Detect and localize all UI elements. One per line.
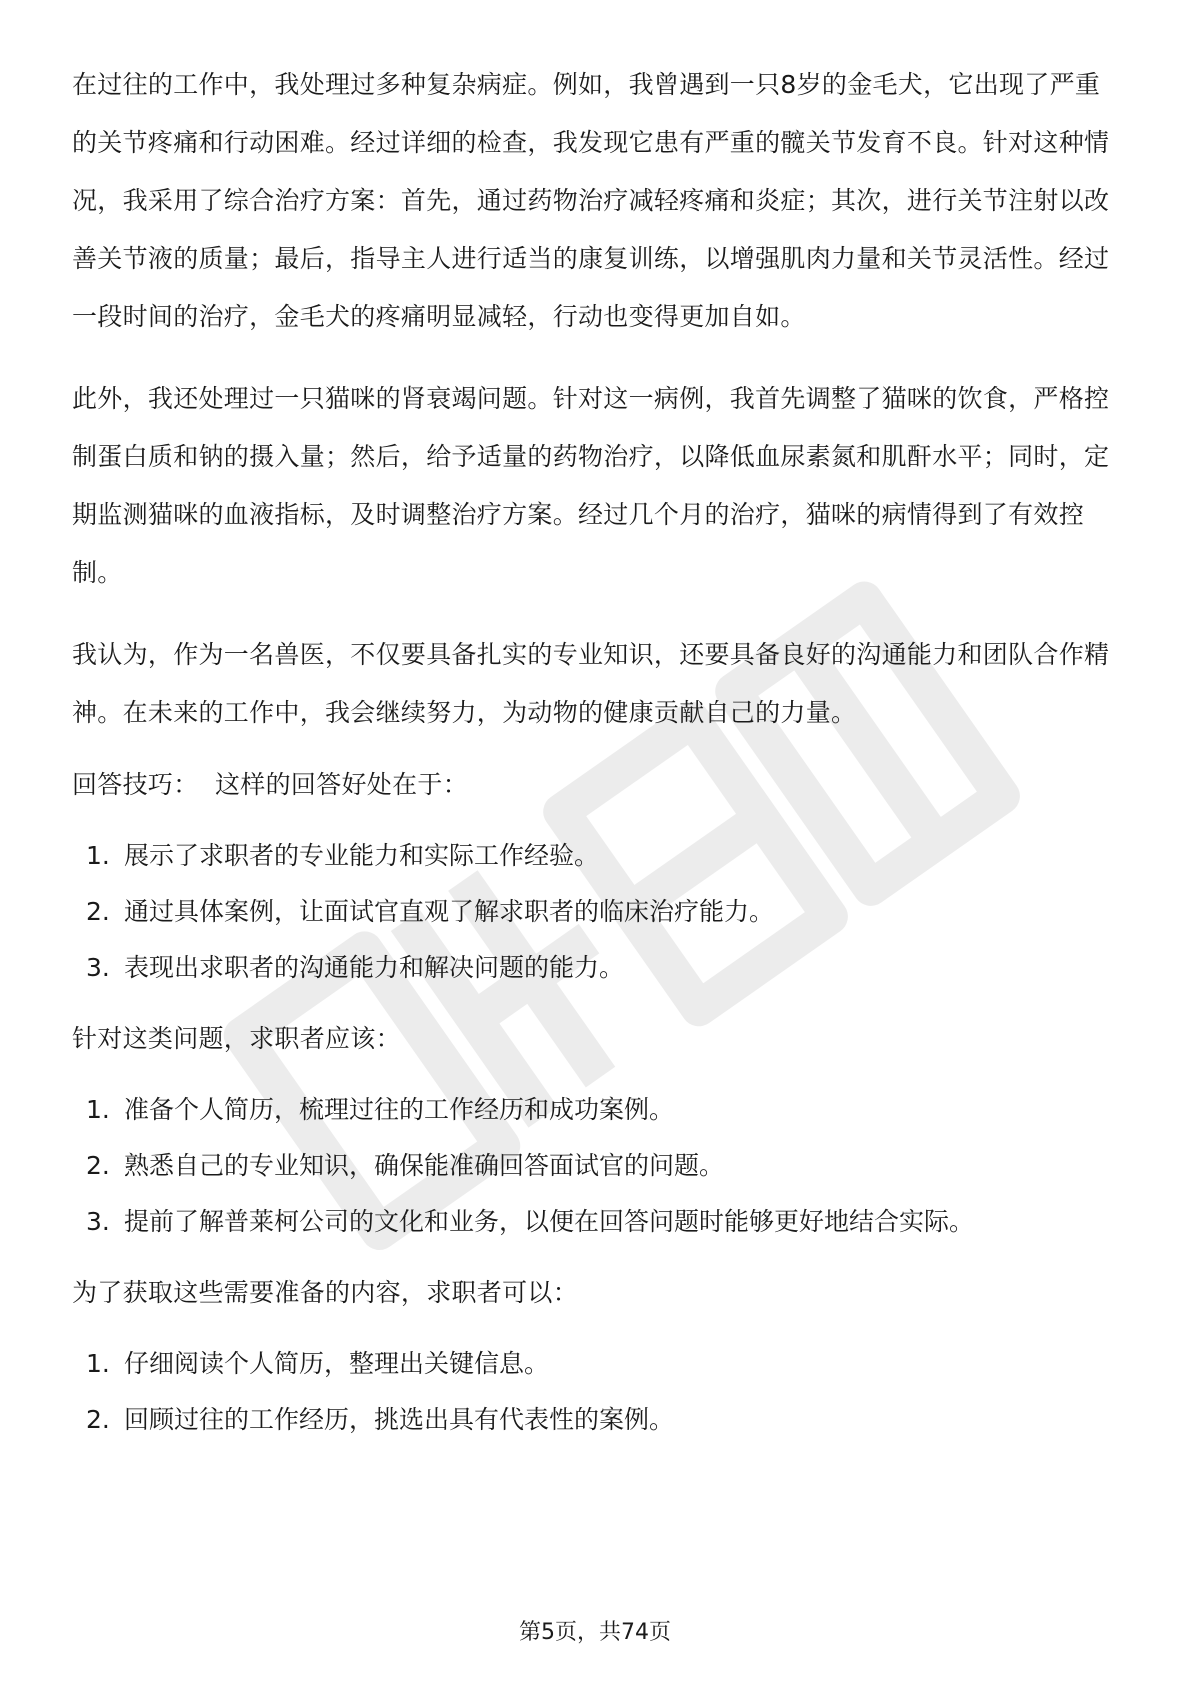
list-item: 2. 回顾过往的工作经历，挑选出具有代表性的案例。 bbox=[86, 1405, 675, 1434]
obtain-list bbox=[72, 1336, 1122, 1448]
should-heading: 针对这类问题，求职者应该： bbox=[72, 1024, 401, 1053]
list-item: 1. 准备个人简历，梳理过往的工作经历和成功案例。 bbox=[86, 1095, 675, 1124]
list-item: 1. 展示了求职者的专业能力和实际工作经验。 bbox=[86, 841, 600, 870]
tips-list bbox=[72, 828, 1122, 996]
list-item: 3. 提前了解普莱柯公司的文化和业务，以便在回答问题时能够更好地结合实际。 bbox=[86, 1207, 975, 1236]
summary-paragraph: 我认为，作为一名兽医，不仅要具备扎实的专业知识，还要具备良好的沟通能力和团队合作精神。在未来的工作中，我会继续努力，为动物的健康贡献自己的力量。 bbox=[72, 640, 1110, 727]
case-paragraph-cat-kidney: 此外，我还处理过一只猫咪的肾衰竭问题。针对这一病例，我首先调整了猫咪的饮食，严格控制蛋白质和钠的摄入量；然后，给予适量的药物治疗，以降低血尿素氮和肌酐水平；同时，定期监测猫咪的血液指标，及时调整治疗方案。经过几个月的治疗，猫咪的病情得到了有效控制。 bbox=[72, 384, 1110, 587]
case-paragraph-golden-retriever: 在过往的工作中，我处理过多种复杂病症。例如，我曾遇到一只8岁的金毛犬，它出现了严重的关节疼痛和行动困难。经过详细的检查，我发现它患有严重的髋关节发育不良。针对这种情况，我采用了综合治疗方案：首先，通过药物治疗减轻疼痛和炎症；其次，进行关节注射以改善关节液的质量；最后，指导主人进行适当的康复训练，以增强肌肉力量和关节灵活性。经过一段时间的治疗，金毛犬的疼痛明显减轻，行动也变得更加自如。 bbox=[72, 70, 1110, 331]
list-item: 3. 表现出求职者的沟通能力和解决问题的能力。 bbox=[86, 953, 625, 982]
tips-heading: 回答技巧： 这样的回答好处在于： bbox=[72, 770, 468, 799]
list-item: 2. 通过具体案例，让面试官直观了解求职者的临床治疗能力。 bbox=[86, 897, 775, 926]
page-number-footer: 第5页，共74页 bbox=[519, 1620, 671, 1645]
list-item: 2. 熟悉自己的专业知识，确保能准确回答面试官的问题。 bbox=[86, 1151, 725, 1180]
obtain-heading: 为了获取这些需要准备的内容，求职者可以： bbox=[72, 1278, 579, 1307]
should-list bbox=[72, 1082, 1122, 1250]
main-content bbox=[72, 56, 1122, 1448]
list-item: 1. 仔细阅读个人简历，整理出关键信息。 bbox=[86, 1349, 550, 1378]
